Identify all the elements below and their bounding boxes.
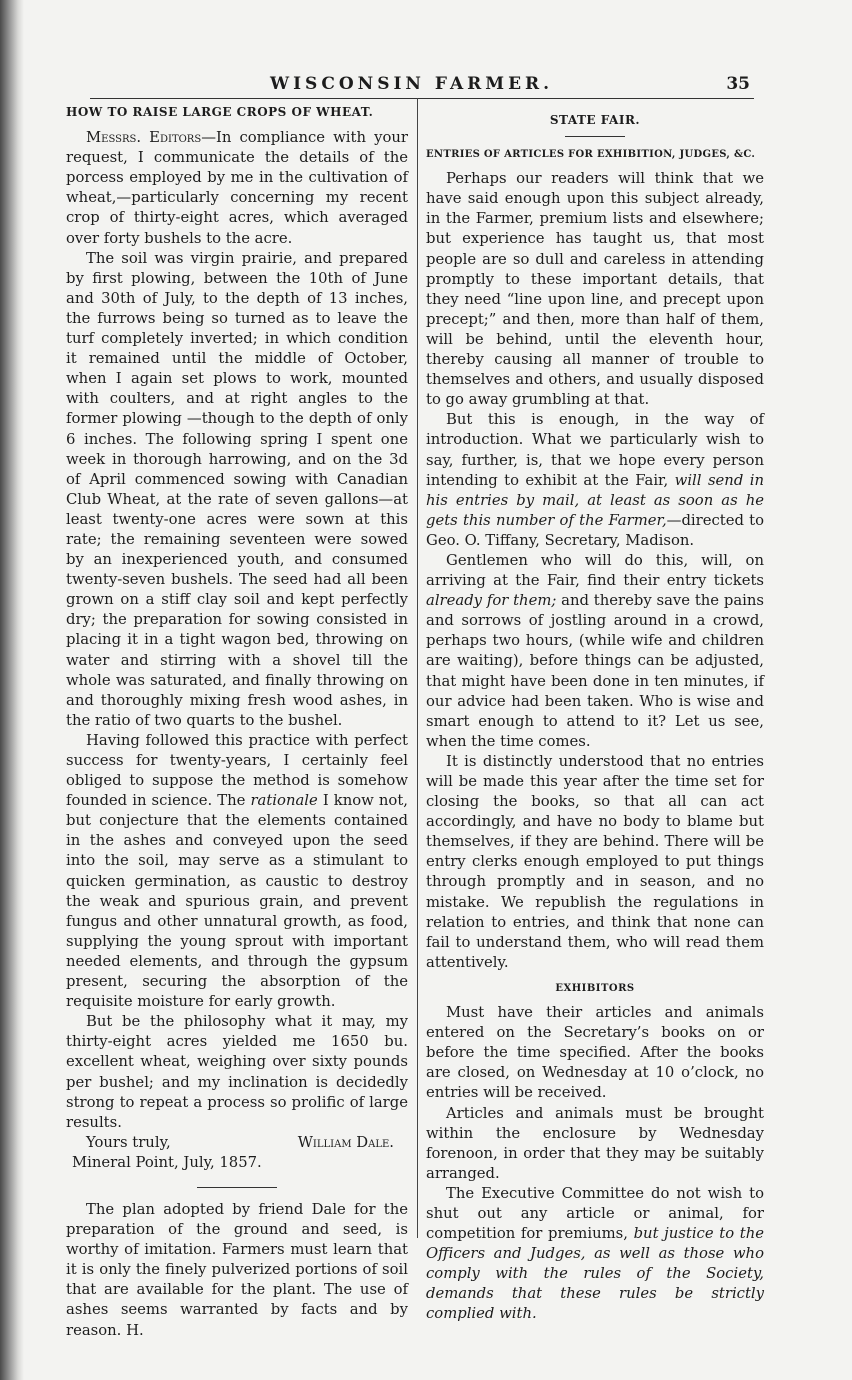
- paragraph: The soil was virgin prairie, and prepared by first plowing, between the 10th of June and 30th of July, to the depth of 13 inches, the furrows being so turned as to leave the turf completely inverted; in which condition it remained until the middle of October, when I again set plows to work, mounted with coulters, and at right angles to the former plowing —though to the depth of only 6 inches. The following spring I spent one week in thorough harrowing, and on the 3d of April commenced sowing with Canadian Club Wheat, at the rate of seven gallons—at least twenty-one acres were sown at this rate; the remaining seventeen were sowed by an inexperienced youth, and consumed twenty-seven bushels. The seed had all been grown on a stiff clay soil and kept perfectly dry; the preparation for sowing consisted in placing it in a tight wagon bed, throwing on water and stirring with a shovel till the whole was saturated, and finally throwing on and thoroughly mixing fresh wood ashes, in the ratio of two quarts to the bushel.: [66, 249, 408, 729]
- paragraph: But be the philosophy what it may, my thirty-eight acres yielded me 1650 bu. excellent wheat, weighing over sixty pounds per bushel; and my inclination is decidedly strong to repeat a process so prolific of large results.: [66, 1013, 408, 1131]
- page-number: 35: [726, 74, 750, 94]
- paragraph-text: —In compliance with your request, I communicate the details of the porcess employed by me in the cultivation of wheat,—particularly concerning my recent crop of thirty-eight acres, which averaged over forty bushels to the acre.: [66, 129, 408, 247]
- paragraph-text: —directed to Geo. O. Tiffany, Secretary, Madison.: [426, 511, 764, 549]
- heading-rule: [565, 136, 625, 137]
- section-separator: [197, 1187, 277, 1188]
- paragraph-text: But this is enough, in the way of introduction. What we particularly wish to say, further, is, that we hope every person intending to exhibit at the Fair,: [426, 411, 764, 489]
- article-heading-wheat: HOW TO RAISE LARGE CROPS OF WHEAT.: [66, 105, 374, 119]
- subheading: ENTRIES OF ARTICLES FOR EXHIBITION, JUDGES, &C.: [426, 149, 756, 161]
- paragraph: [426, 410, 764, 551]
- closing: Yours truly,: [86, 1133, 171, 1151]
- paragraph: Articles and animals must be brought within the enclosure by Wednesday forenoon, in order that they may be suitably arranged.: [426, 1104, 764, 1182]
- paragraph: Must have their articles and animals entered on the Secretary’s books on or before the time specified. After the books are closed, on Wednesday at 10 o’clock, no entries will be received.: [426, 1004, 764, 1102]
- article-heading-state-fair: STATE FAIR.: [549, 113, 641, 127]
- paragraph: [426, 1184, 764, 1325]
- paragraph: [66, 128, 408, 249]
- italic-text: already for them;: [426, 592, 557, 610]
- salutation: Messrs. Editors: [86, 129, 202, 147]
- paragraph: Perhaps our readers will think that we have said enough upon this subject already, in the Farmer, premium lists and elsewhere; but experience has taught us, that most people are so dull and careless in attending promptly to these important details, that they need “line upon line, and precept upon precept;” and then, more than half of them, will be behind, until the eleventh hour, thereby causing all manner of trouble to themselves and others, and usually disposed to go away grumbling at that.: [426, 170, 764, 409]
- signature: William Dale.: [297, 1133, 394, 1151]
- paragraph: It is distinctly understood that no entries will be made this year after the time set for closing the books, so that all can act accordingly, and have no body to blame but themselves, if they are behind. There will be entry clerks enough employed to put things through promptly and in season, and no mistake. We republish the regulations in relation to entries, and think that none can fail to understand them, who will read them attentively.: [426, 752, 764, 971]
- signature-line: [66, 1133, 408, 1153]
- italic-text: will send in his entries by mail, at least as soon as he gets this number of the Farmer,: [426, 471, 765, 529]
- paragraph-text: I know not, but conjecture that the elements contained in the ashes and conveyed upon the seed into the soil, may serve as a stimulant to quicken germination, as caustic to destroy the weak and spurious grain, and prevent fungus and other unnatural growth, as food, supplying the young sprout with important needed elements, and through the gypsum present, securing the absorption of the requisite moisture for early growth.: [66, 792, 408, 1011]
- column-divider: [417, 98, 418, 1238]
- paragraph-text: and thereby save the pains and sorrows of jostling around in a crowd, perhaps two hours, (while wife and children are waiting), before things can be adjusted, that might have been done in ten minutes, if our advice had been taken. Who is wise and smart enough to attend to it? Let us see, when the time comes.: [426, 592, 764, 750]
- right-column: [426, 110, 764, 1325]
- paragraph: [66, 731, 408, 1012]
- italic-term: rationale: [250, 792, 318, 810]
- running-title: WISCONSIN FARMER.: [270, 74, 554, 94]
- paragraph-text: Having followed this practice with perfect success for twenty-years, I certainly feel obliged to suppose the method is somehow founded in science. The: [66, 731, 408, 810]
- editor-comment: The plan adopted by friend Dale for the preparation of the ground and seed, is worthy of imitation. Farmers must learn that it is only the finely pulverized portions of soil that are available for the plant. The use of ashes seems warranted by facts and by reason. H.: [66, 1200, 408, 1339]
- paragraph: [426, 551, 764, 752]
- italic-text: but justice to the Officers and Judges, as well as those who comply with the rules of the Society, demands that these rules be strictly complied with.: [426, 1225, 764, 1323]
- dateline: Mineral Point, July, 1857.: [72, 1153, 262, 1171]
- paragraph-text: Gentlemen who will do this, will, on arriving at the Fair, find their entry tickets: [426, 551, 764, 590]
- page-binding-edge: [0, 0, 24, 1380]
- page-header: [90, 74, 754, 99]
- exhibitors-heading: EXHIBITORS: [555, 982, 635, 994]
- left-column: [66, 102, 408, 1341]
- paragraph-text: The Executive Committee do not wish to shut out any article or animal, for competition for premiums,: [426, 1184, 764, 1243]
